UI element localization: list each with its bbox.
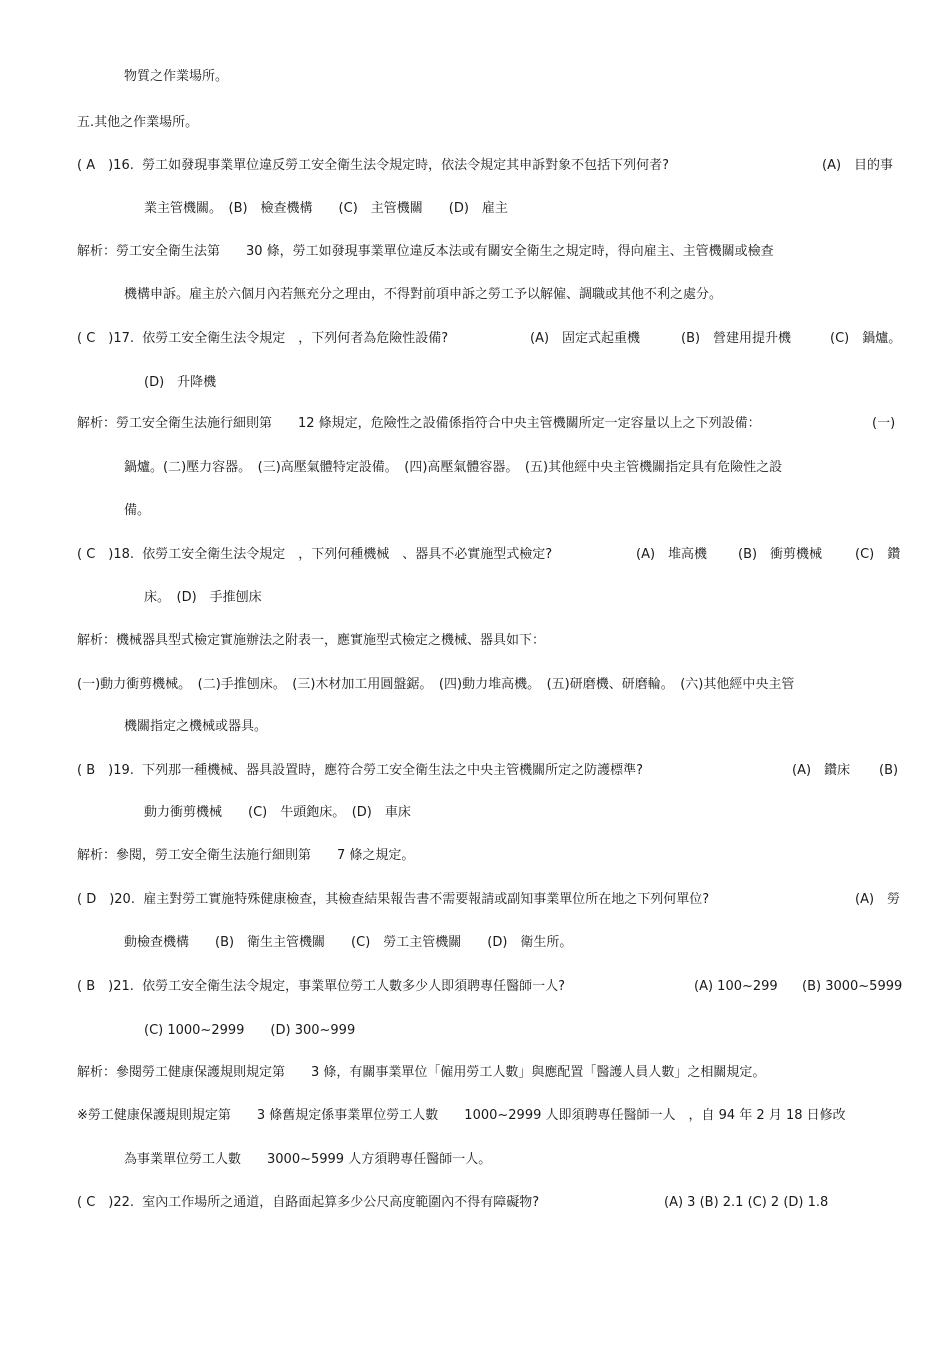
option-text: (B) 衝剪機械 [738, 547, 823, 562]
note: 為事業單位勞工人數 3000~5999 人方須聘專任醫師一人。 [124, 1152, 492, 1167]
question-16: ( A )16. 勞工如發現事業單位違反勞工安全衛生法令規定時，依法令規定其申訴對象不包括下列何者? [77, 158, 670, 173]
explanation: 解析：勞工安全衛生法施行細則第 12 條規定，危險性之設備係指符合中央主管機關所定一定容量以上之下列設備： [77, 416, 761, 431]
explanation: 機構申訴。雇主於六個月內若無充分之理由，不得對前項申訴之勞工予以解僱、調職或其他不利之處分。 [124, 287, 723, 302]
explanation: 鍋爐。(二)壓力容器。 (三)高壓氣體特定設備。 (四)高壓氣體容器。 (五)其他經中央主管機關指定具有危險性之設 [124, 460, 783, 475]
option-text: 動力衝剪機械 (C) 牛頭鉋床。 (D) 車床 [144, 805, 411, 820]
option-text: (C) 鑽 [855, 547, 901, 562]
question-21: ( B )21. 依勞工安全衛生法令規定，事業單位勞工人數多少人即須聘專任醫師一人? [77, 979, 566, 994]
explanation: 解析：參閱勞工健康保護規則規定第 3 條，有關事業單位「僱用勞工人數」與應配置「醫護人員人數」之相關規定。 [77, 1065, 766, 1080]
option-text: (C) 1000~2999 (D) 300~999 [144, 1023, 356, 1038]
option-text: (B) 3000~5999 [802, 979, 903, 994]
option-text: (A) 目的事 [822, 158, 894, 173]
question-19: ( B )19. 下列那一種機械、器具設置時，應符合勞工安全衛生法之中央主管機關所定之防護標準? [77, 763, 644, 778]
option-text: (A) 勞 [855, 892, 901, 907]
option-text: (B) 營建用提升機 [681, 331, 792, 346]
option-text: (D) 升降機 [144, 375, 217, 390]
option-text: (A) 100~299 [694, 979, 778, 994]
option-text: 床。 (D) 手推刨床 [144, 590, 262, 605]
explanation: 備。 [124, 503, 151, 518]
option-text: (C) 鍋爐。 [830, 331, 902, 346]
question-20: ( D )20. 雇主對勞工實施特殊健康檢查，其檢查結果報告書不需要報請或副知事業單位所在地之下列何單位? [77, 892, 710, 907]
note: ※勞工健康保護規則規定第 3 條舊規定係事業單位勞工人數 1000~2999 人即須聘專任醫師一人 ，自 94 年 2 月 18 日修改 [77, 1108, 846, 1123]
text-line: 五.其他之作業場所。 [77, 115, 199, 130]
option-text: (A) 鑽床 [792, 763, 851, 778]
explanation: 解析：勞工安全衛生法第 30 條，勞工如發現事業單位違反本法或有關安全衛生之規定時，得向雇主、主管機關或檢查 [77, 244, 774, 259]
explanation: (一)動力衝剪機械。 (二)手推刨床。 (三)木材加工用圓盤鋸。 (四)動力堆高機。 (五)研磨機、研磨輪。 (六)其他經中央主管 [77, 677, 795, 692]
explanation: 機關指定之機械或器具。 [124, 719, 268, 734]
option-text: (A) 固定式起重機 [530, 331, 641, 346]
option-text: (B) [879, 763, 899, 778]
question-22: ( C )22. 室內工作場所之通道，自路面起算多少公尺高度範圍內不得有障礙物? [77, 1195, 540, 1210]
option-text: 動檢查機構 (B) 衛生主管機關 (C) 勞工主管機關 (D) 衛生所。 [124, 935, 573, 950]
explanation: 解析：參閱，勞工安全衛生法施行細則第 7 條之規定。 [77, 848, 415, 863]
question-17: ( C )17. 依勞工安全衛生法令規定 ，下列何者為危險性設備? [77, 331, 449, 346]
option-text: (A) 3 (B) 2.1 (C) 2 (D) 1.8 [664, 1195, 829, 1210]
question-18: ( C )18. 依勞工安全衛生法令規定 ，下列何種機械 、器具不必實施型式檢定? [77, 547, 553, 562]
option-text: 業主管機關。 (B) 檢查機構 (C) 主管機關 (D) 雇主 [144, 201, 508, 216]
text-line: 物質之作業場所。 [124, 69, 229, 84]
explanation: 解析：機械器具型式檢定實施辦法之附表一，應實施型式檢定之機械、器具如下： [77, 633, 546, 648]
explanation: (一) [872, 416, 896, 431]
option-text: (A) 堆高機 [636, 547, 708, 562]
